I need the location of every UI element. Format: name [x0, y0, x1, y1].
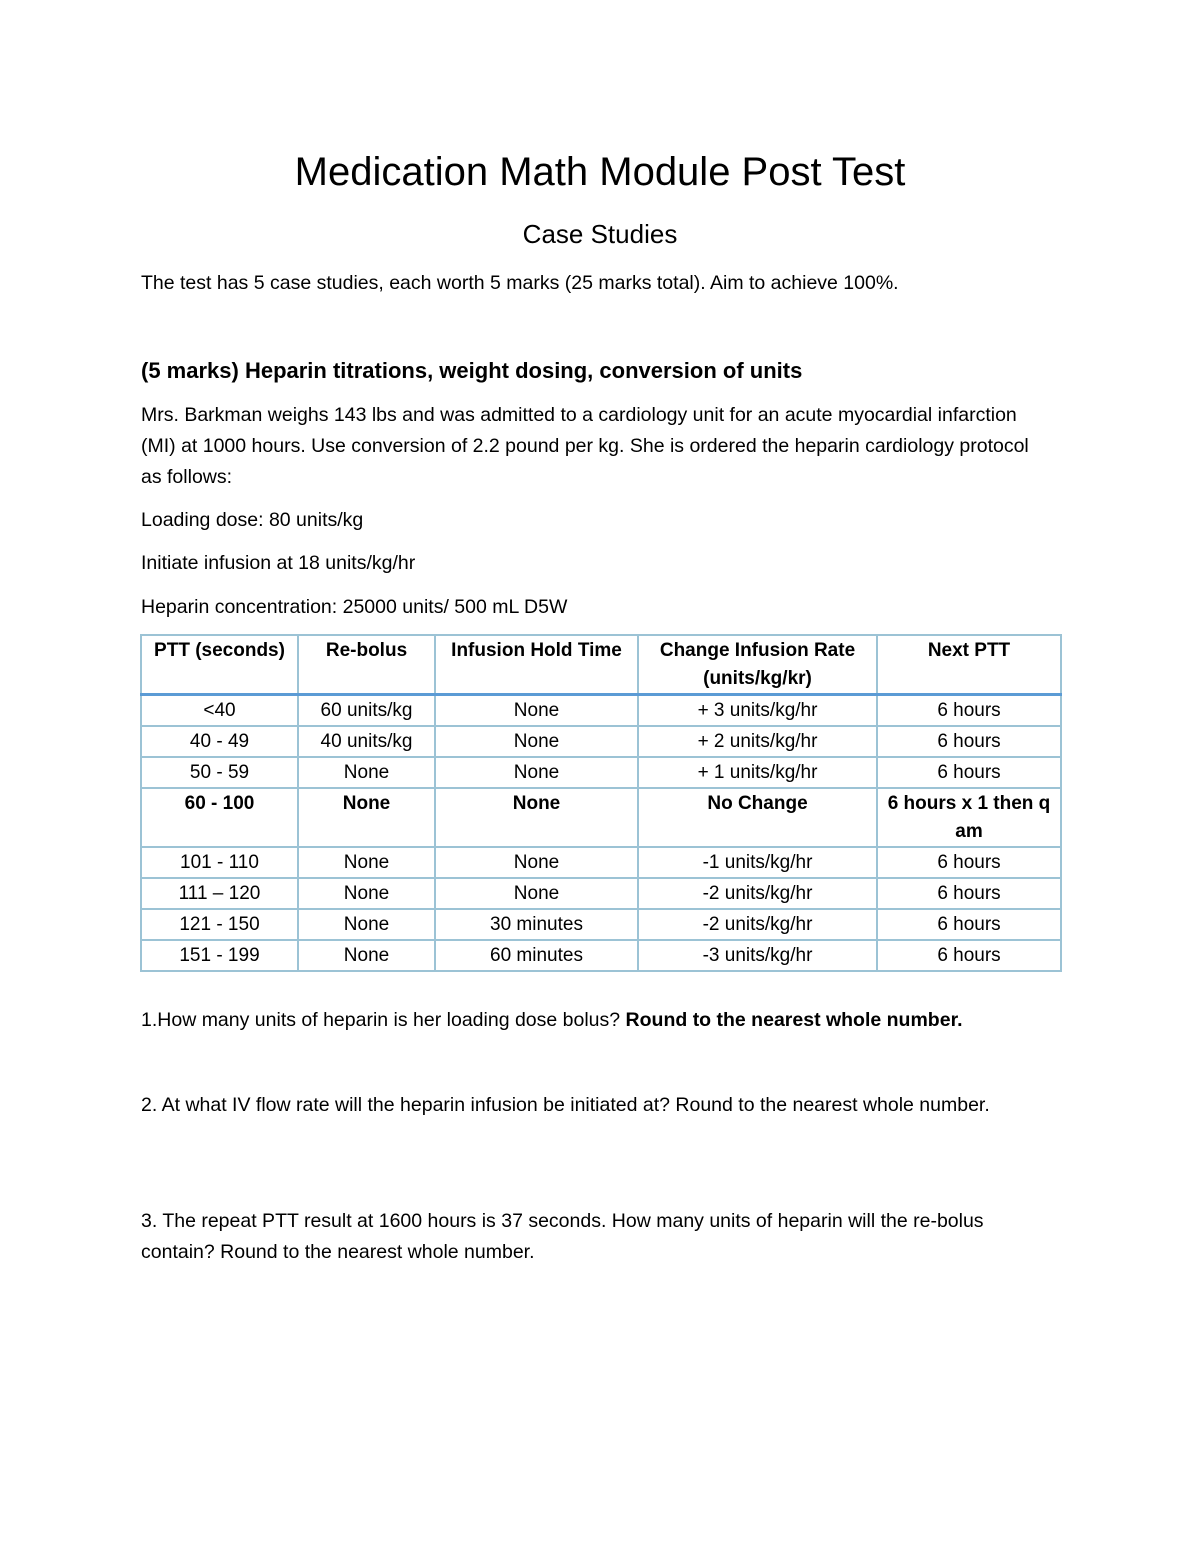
infusion-rate-text: Initiate infusion at 18 units/kg/hr: [141, 552, 416, 574]
header-hold-time: Infusion Hold Time: [435, 635, 638, 695]
header-change-rate: Change Infusion Rate (units/kg/kr): [638, 635, 877, 695]
table-row: [141, 788, 1061, 847]
table-row: [141, 757, 1061, 788]
table-cell: <40: [141, 695, 298, 727]
table-cell: None: [435, 847, 638, 878]
table-cell: 6 hours: [877, 940, 1061, 971]
table-cell: 6 hours: [877, 695, 1061, 727]
table-row: [141, 940, 1061, 971]
table-header-row: [141, 635, 1061, 695]
header-rebolus: Re-bolus: [298, 635, 435, 695]
table-cell: 6 hours x 1 then q am: [877, 788, 1061, 847]
table-cell: None: [298, 909, 435, 940]
question-3: 3. The repeat PTT result at 1600 hours is 37 seconds. How many units of heparin will the re-bolus contain? Round to the nearest whole number.: [141, 1210, 984, 1263]
table-cell: None: [298, 878, 435, 909]
table-cell: None: [298, 940, 435, 971]
page-subtitle: Case Studies: [522, 219, 678, 249]
table-cell: -1 units/kg/hr: [638, 847, 877, 878]
table-cell: 6 hours: [877, 847, 1061, 878]
page-title: Medication Math Module Post Test: [294, 150, 906, 194]
table-cell: 50 - 59: [141, 757, 298, 788]
table-cell: None: [435, 878, 638, 909]
table-cell: No Change: [638, 788, 877, 847]
case-study-paragraph: Mrs. Barkman weighs 143 lbs and was admitted to a cardiology unit for an acute myocardial infarction (MI) at 1000 hours. Use conversion of 2.2 pound per kg. She is ordered the heparin cardiology protocol as follows:: [141, 404, 1029, 488]
question-1-instruction: Round to the nearest whole number.: [625, 1009, 963, 1031]
loading-dose-text: Loading dose: 80 units/kg: [141, 509, 364, 531]
table-row: [141, 726, 1061, 757]
heparin-protocol-table: [140, 634, 1062, 972]
table-cell: None: [435, 726, 638, 757]
table-cell: None: [298, 788, 435, 847]
table-cell: 151 - 199: [141, 940, 298, 971]
table-row: [141, 878, 1061, 909]
table-cell: 111 – 120: [141, 878, 298, 909]
table-cell: 60 minutes: [435, 940, 638, 971]
table-cell: 6 hours: [877, 726, 1061, 757]
table-cell: -2 units/kg/hr: [638, 878, 877, 909]
heparin-concentration-text: Heparin concentration: 25000 units/ 500 mL D5W: [141, 596, 568, 618]
table-cell: + 3 units/kg/hr: [638, 695, 877, 727]
table-cell: None: [298, 757, 435, 788]
table-cell: 60 units/kg: [298, 695, 435, 727]
header-ptt: PTT (seconds): [141, 635, 298, 695]
table-row: [141, 847, 1061, 878]
question-1: [141, 1005, 963, 1036]
table-cell: None: [435, 757, 638, 788]
table-cell: 30 minutes: [435, 909, 638, 940]
table-cell: + 1 units/kg/hr: [638, 757, 877, 788]
table-cell: None: [298, 847, 435, 878]
intro-text: The test has 5 case studies, each worth 5 marks (25 marks total). Aim to achieve 100%.: [141, 272, 899, 294]
table-cell: 121 - 150: [141, 909, 298, 940]
question-1-text: 1.How many units of heparin is her loading dose bolus?: [141, 1009, 626, 1031]
table-cell: None: [435, 788, 638, 847]
header-next-ptt: Next PTT: [877, 635, 1061, 695]
table-cell: 6 hours: [877, 909, 1061, 940]
table-row: [141, 909, 1061, 940]
table-cell: 40 units/kg: [298, 726, 435, 757]
question-2: 2. At what IV flow rate will the heparin infusion be initiated at? Round to the nearest whole number.: [141, 1094, 990, 1116]
table-cell: 60 - 100: [141, 788, 298, 847]
table-cell: -2 units/kg/hr: [638, 909, 877, 940]
table-cell: 40 - 49: [141, 726, 298, 757]
case-study-heading: (5 marks) Heparin titrations, weight dosing, conversion of units: [141, 358, 803, 383]
table-cell: 101 - 110: [141, 847, 298, 878]
table-cell: -3 units/kg/hr: [638, 940, 877, 971]
table-cell: 6 hours: [877, 757, 1061, 788]
table-cell: + 2 units/kg/hr: [638, 726, 877, 757]
table-cell: 6 hours: [877, 878, 1061, 909]
table-row: [141, 695, 1061, 727]
table-cell: None: [435, 695, 638, 727]
